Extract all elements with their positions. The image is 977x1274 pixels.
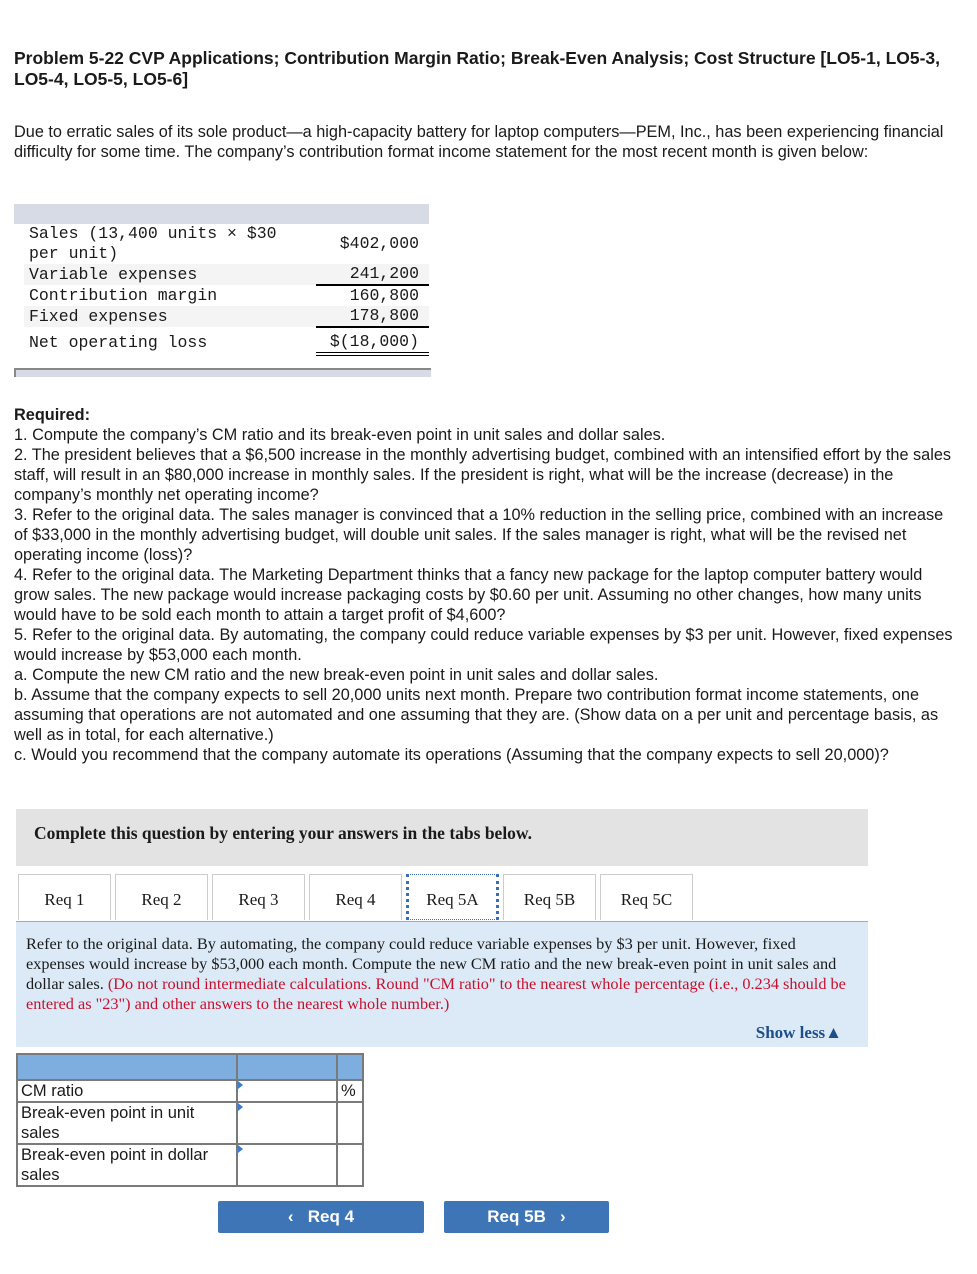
answer-row-break-even-units: Break-even point in unit sales bbox=[17, 1102, 363, 1144]
statement-footer-bar bbox=[14, 368, 431, 377]
triangle-up-icon: ▲ bbox=[825, 1023, 842, 1042]
requirement-tabs bbox=[18, 874, 697, 920]
required-item: 2. The president believes that a $6,500 increase in the monthly advertising budget, combined with an intensified effort by the sales staff, will result in an $80,000 increase in monthly sales. If the president is right, what will be the increase (decrease) in the company’s monthly net operating income? bbox=[14, 446, 952, 504]
answer-row-cm-ratio: CM ratio % bbox=[17, 1080, 363, 1102]
income-statement-table bbox=[24, 224, 429, 356]
answer-header-row bbox=[17, 1054, 363, 1080]
income-statement bbox=[14, 204, 429, 376]
problem-intro: Due to erratic sales of its sole product—a high-capacity battery for laptop computers—PEM, Inc., has been experiencing financial difficulty for some time. The company’s contribution format income statement for the most recent month is given below: bbox=[14, 123, 944, 161]
required-item: c. Would you recommend that the company automate its operations (Assuming that the company expects to sell 20,000)? bbox=[14, 746, 889, 764]
statement-row-net: Net operating loss $(18,000) bbox=[24, 327, 429, 354]
tab-req-1[interactable]: Req 1 bbox=[18, 874, 111, 920]
show-less-label: Show less bbox=[755, 1023, 826, 1042]
chevron-left-icon: ‹ bbox=[287, 1207, 294, 1226]
next-req-button[interactable]: Req 5B › bbox=[444, 1201, 609, 1233]
statement-row-fixed: Fixed expenses 178,800 bbox=[24, 306, 429, 327]
statement-row-variable: Variable expenses 241,200 bbox=[24, 264, 429, 285]
tab-req-4[interactable]: Req 4 bbox=[309, 874, 402, 920]
required-item: a. Compute the new CM ratio and the new break-even point in unit sales and dollar sales. bbox=[14, 666, 659, 684]
tab-req-5a[interactable]: Req 5A bbox=[406, 874, 499, 920]
tab-req-3[interactable]: Req 3 bbox=[212, 874, 305, 920]
cm-ratio-input[interactable] bbox=[237, 1080, 337, 1102]
answer-row-break-even-dollars: Break-even point in dollar sales bbox=[17, 1144, 363, 1186]
answer-table bbox=[16, 1053, 364, 1187]
prev-req-button[interactable]: ‹ Req 4 bbox=[218, 1201, 424, 1233]
instructions-banner: Complete this question by entering your answers in the tabs below. bbox=[16, 809, 868, 866]
statement-row-sales: Sales (13,400 units × $30 per unit) $402,000 bbox=[29, 224, 419, 263]
problem-title: Problem 5-22 CVP Applications; Contribution Margin Ratio; Break-Even Analysis; Cost Structure [LO5-1, LO5-3, LO5-4, LO5-5, LO5-6] bbox=[14, 48, 941, 89]
instructions-text: Refer to the original data. By automating, the company could reduce variable expenses by $3 per unit. However, fixed expenses would increase by $53,000 each month. Compute the new CM ratio and the new break-even point in unit sales and dollar sales. bbox=[26, 934, 837, 993]
required-item: 1. Compute the company’s CM ratio and its break-even point in unit sales and dollar sales. bbox=[14, 426, 666, 444]
required-section bbox=[14, 405, 954, 765]
tab-req-5c[interactable]: Req 5C bbox=[600, 874, 693, 920]
chevron-right-icon: › bbox=[560, 1207, 566, 1226]
required-item: 3. Refer to the original data. The sales manager is convinced that a 10% reduction in the selling price, combined with an increase of $33,000 in the monthly advertising budget, will double unit sales. If the sales manager is right, what will be the revised net operating income (loss)? bbox=[14, 506, 944, 564]
required-item: 5. Refer to the original data. By automating, the company could reduce variable expenses by $3 per unit. However, fixed expenses would increase by $53,000 each month. bbox=[14, 626, 953, 664]
break-even-units-input[interactable] bbox=[237, 1102, 337, 1144]
required-heading: Required: bbox=[14, 406, 90, 424]
percent-unit: % bbox=[337, 1080, 363, 1102]
tab-instructions bbox=[16, 922, 868, 1047]
required-item: 4. Refer to the original data. The Marketing Department thinks that a fancy new package for the laptop computer battery would grow sales. The new package would increase packaging costs by $0.60 per unit. Assuming no other changes, how many units would have to be sold each month to attain a target profit of $4,600? bbox=[14, 566, 923, 624]
statement-header-bar bbox=[14, 204, 429, 224]
statement-row-cm: Contribution margin 160,800 bbox=[29, 285, 419, 305]
show-less-link[interactable] bbox=[756, 1023, 842, 1043]
required-item: b. Assume that the company expects to sell 20,000 units next month. Prepare two contribution format income statements, one assuming that operations are not automated and one assuming that they are. (Show data on a per unit and percentage basis, as well as in total, for each alternative.) bbox=[14, 686, 939, 744]
tab-req-5b[interactable]: Req 5B bbox=[503, 874, 596, 920]
break-even-dollars-input[interactable] bbox=[237, 1144, 337, 1186]
rounding-note: (Do not round intermediate calculations. Round "CM ratio" to the nearest whole percentage (i.e., 0.234 should be entered as "23") and other answers to the nearest whole number.) bbox=[26, 974, 846, 1013]
tab-req-2[interactable]: Req 2 bbox=[115, 874, 208, 920]
